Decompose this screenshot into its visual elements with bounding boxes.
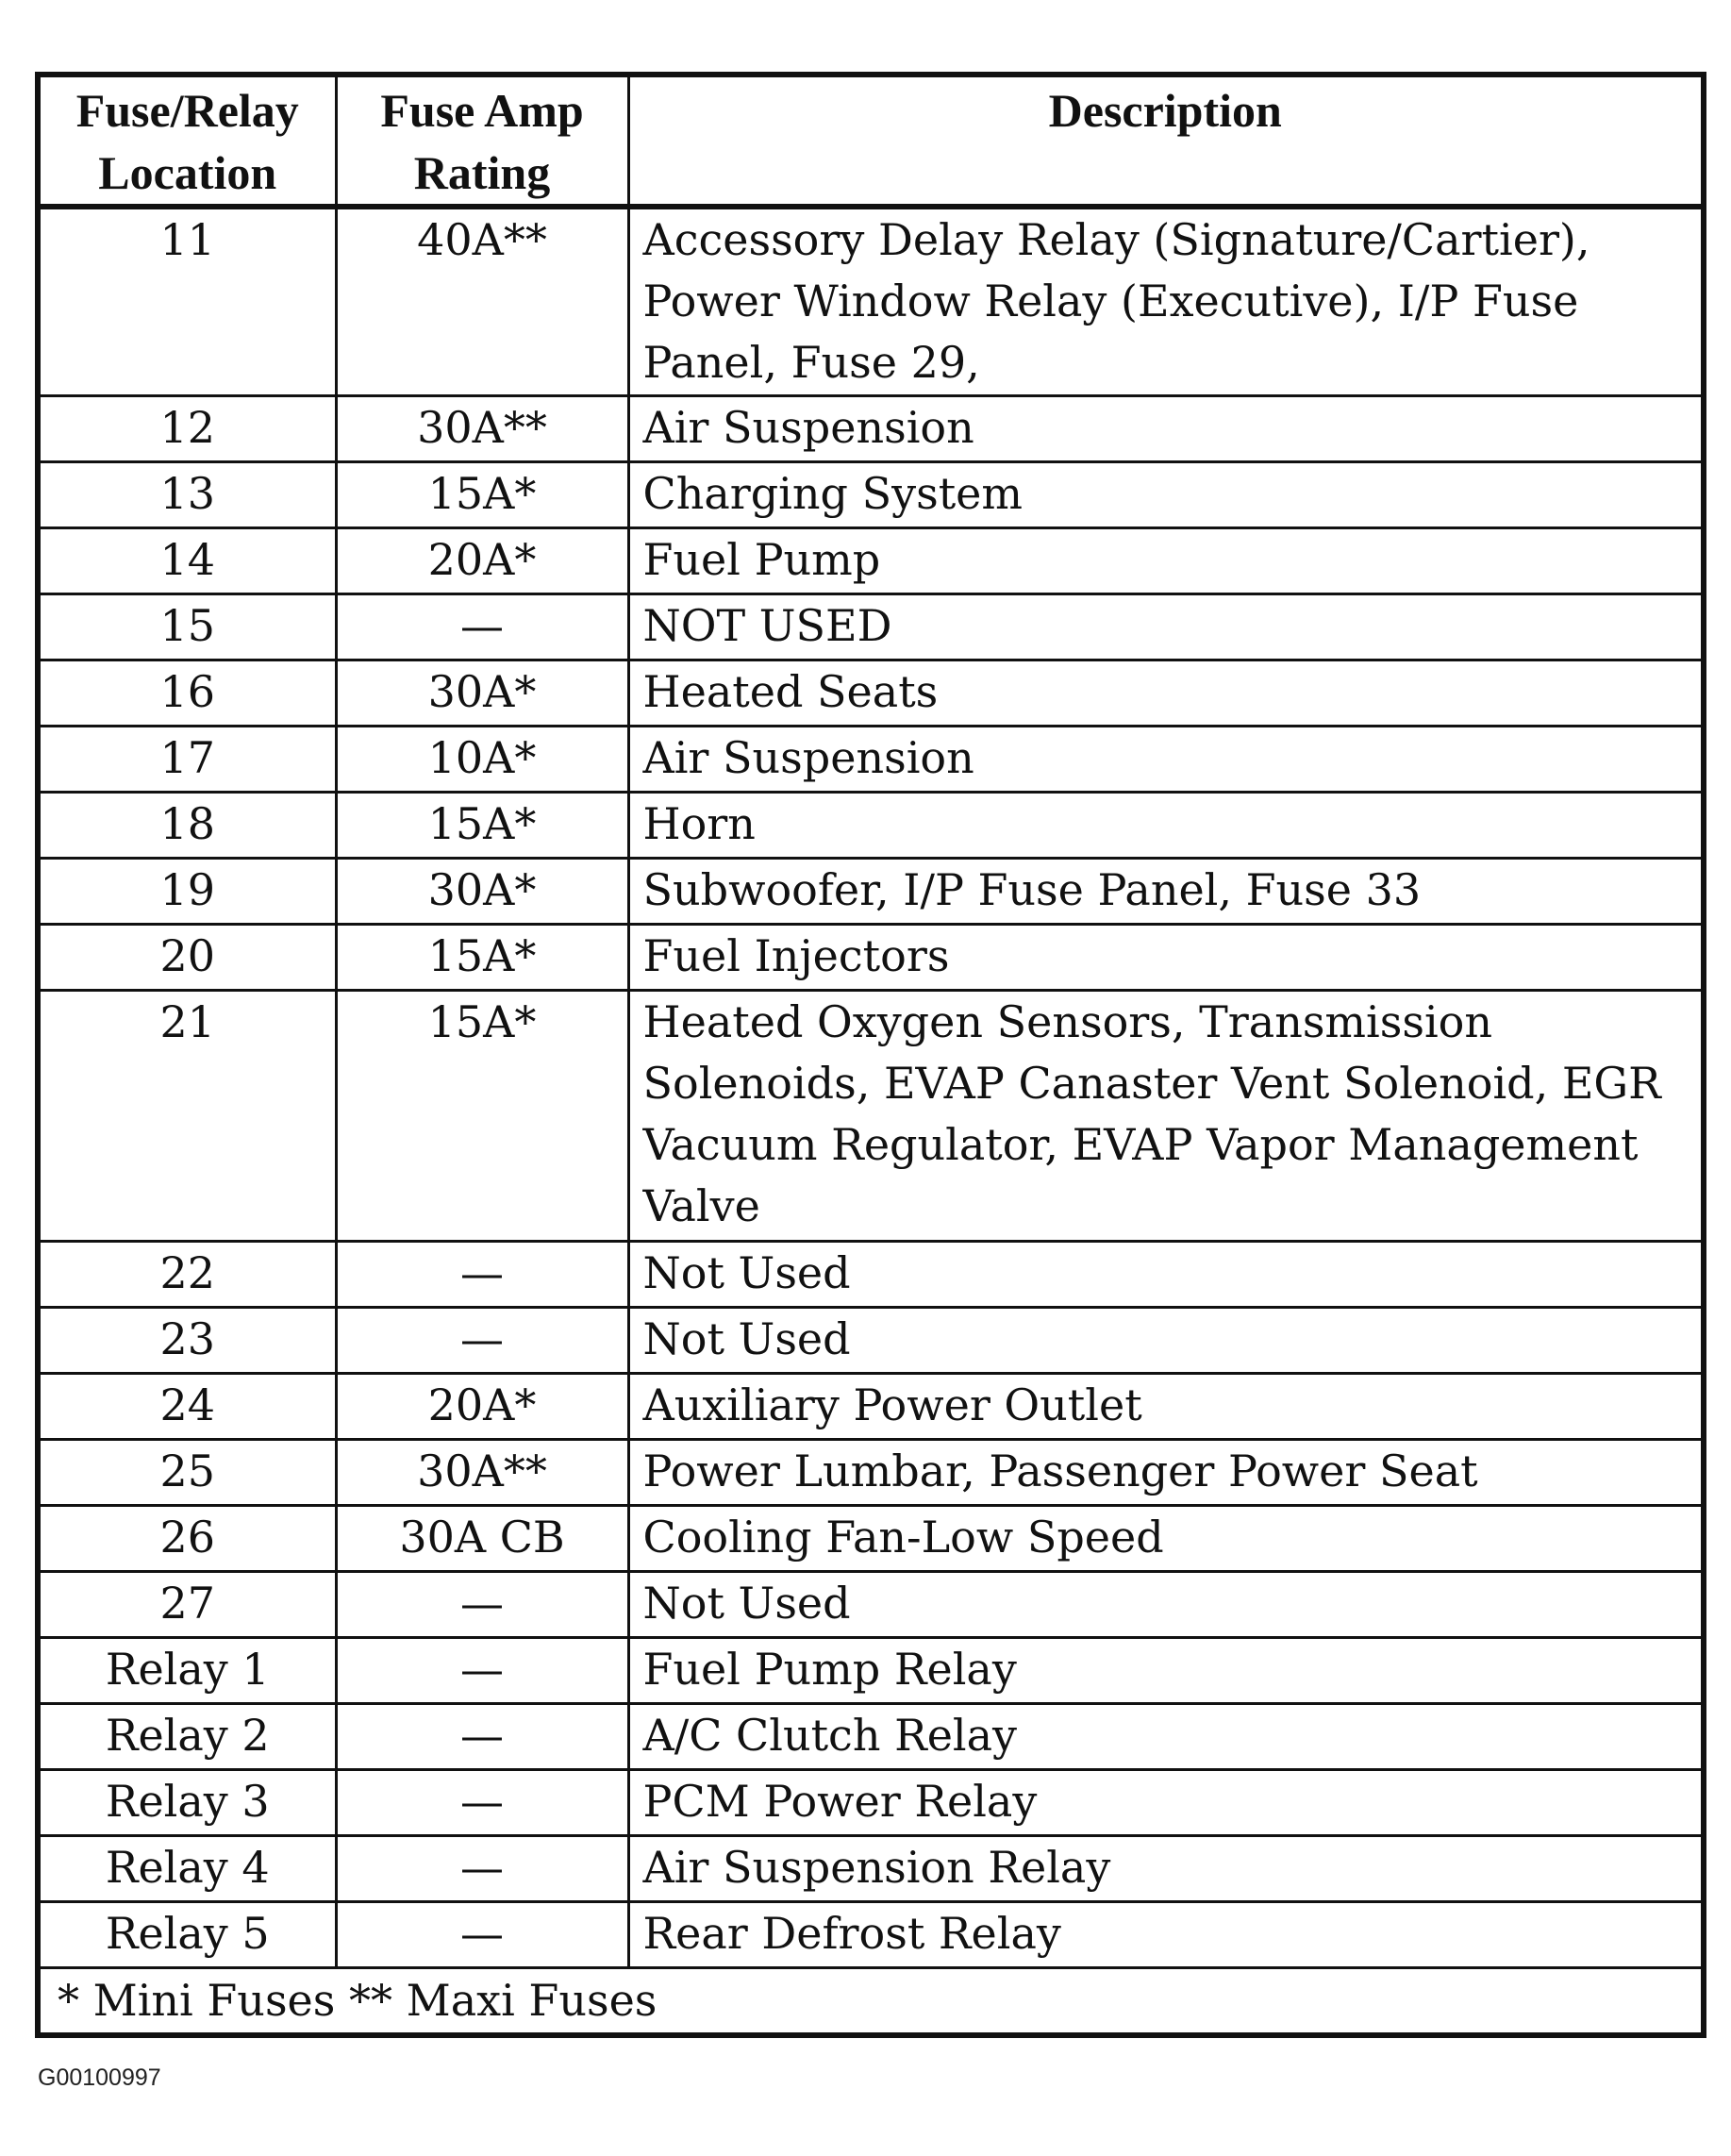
header-location	[38, 75, 336, 207]
description-cell: NOT USED	[628, 593, 1704, 660]
description-cell: Air Suspension Relay	[628, 1835, 1704, 1901]
header-location-line-2: Location	[98, 146, 277, 199]
description-cell: Subwoofer, I/P Fuse Panel, Fuse 33	[628, 858, 1704, 924]
fuse-location-cell: 15	[38, 593, 336, 660]
amp-rating-cell: —	[336, 593, 628, 660]
amp-rating-cell: —	[336, 1637, 628, 1703]
fuse-location-cell: 24	[38, 1373, 336, 1439]
fuse-location-cell: 20	[38, 924, 336, 990]
amp-rating-cell: —	[336, 1241, 628, 1307]
footnote-row	[38, 1967, 1704, 2035]
figure-id: G00100997	[38, 2064, 161, 2091]
fuse-location-cell: 16	[38, 660, 336, 726]
table-row	[38, 1703, 1704, 1769]
description-cell: Cooling Fan-Low Speed	[628, 1505, 1704, 1571]
fuse-location-cell: 19	[38, 858, 336, 924]
description-cell: Power Lumbar, Passenger Power Seat	[628, 1439, 1704, 1505]
fuse-location-cell: 17	[38, 726, 336, 792]
description-cell: Charging System	[628, 461, 1704, 527]
description-cell: Air Suspension	[628, 726, 1704, 792]
amp-rating-cell: 15A*	[336, 792, 628, 858]
amp-rating-cell: 30A*	[336, 660, 628, 726]
amp-rating-cell: —	[336, 1703, 628, 1769]
fuse-location-cell: Relay 1	[38, 1637, 336, 1703]
fuse-location-cell: 26	[38, 1505, 336, 1571]
table-row	[38, 1835, 1704, 1901]
amp-rating-cell: 30A CB	[336, 1505, 628, 1571]
amp-rating-cell: 15A*	[336, 924, 628, 990]
fuse-location-cell: 23	[38, 1307, 336, 1373]
description-cell: Fuel Injectors	[628, 924, 1704, 990]
description-cell: Air Suspension	[628, 395, 1704, 461]
table-header-row	[38, 75, 1704, 207]
description-cell: Fuel Pump	[628, 527, 1704, 593]
amp-rating-cell: —	[336, 1571, 628, 1637]
amp-rating-cell: —	[336, 1835, 628, 1901]
table-row	[38, 1505, 1704, 1571]
fuse-location-cell: Relay 5	[38, 1901, 336, 1967]
header-amp-line-1: Fuse Amp	[380, 84, 584, 137]
fuse-location-cell: 18	[38, 792, 336, 858]
description-cell: Horn	[628, 792, 1704, 858]
amp-rating-cell: 40A**	[336, 207, 628, 395]
amp-rating-cell: 30A**	[336, 395, 628, 461]
description-cell: Not Used	[628, 1241, 1704, 1307]
description-cell: Not Used	[628, 1307, 1704, 1373]
table-row	[38, 924, 1704, 990]
description-cell: Heated Oxygen Sensors, Transmission Solenoids, EVAP Canaster Vent Solenoid, EGR Vacuum Regulator, EVAP Vapor Management Valve	[628, 990, 1704, 1241]
table-row	[38, 395, 1704, 461]
fuse-relay-table	[35, 72, 1706, 2038]
fuse-location-cell: 12	[38, 395, 336, 461]
description-cell: PCM Power Relay	[628, 1769, 1704, 1835]
table-row	[38, 1307, 1704, 1373]
description-cell: Auxiliary Power Outlet	[628, 1373, 1704, 1439]
amp-rating-cell: 30A**	[336, 1439, 628, 1505]
fuse-location-cell: 22	[38, 1241, 336, 1307]
header-description: Description	[628, 75, 1704, 207]
amp-rating-cell: 15A*	[336, 990, 628, 1241]
fuse-location-cell: 11	[38, 207, 336, 395]
amp-rating-cell: —	[336, 1901, 628, 1967]
fuse-location-cell: Relay 4	[38, 1835, 336, 1901]
amp-rating-cell: 20A*	[336, 1373, 628, 1439]
table-row	[38, 207, 1704, 395]
description-cell: A/C Clutch Relay	[628, 1703, 1704, 1769]
table-row	[38, 726, 1704, 792]
table-row	[38, 660, 1704, 726]
amp-rating-cell: 30A*	[336, 858, 628, 924]
table-row	[38, 527, 1704, 593]
table-row	[38, 593, 1704, 660]
table-row	[38, 461, 1704, 527]
footnote: * Mini Fuses ** Maxi Fuses	[38, 1967, 1704, 2035]
table-row	[38, 1901, 1704, 1967]
table-row	[38, 1769, 1704, 1835]
table-row	[38, 792, 1704, 858]
description-cell: Heated Seats	[628, 660, 1704, 726]
description-cell: Accessory Delay Relay (Signature/Cartier), Power Window Relay (Executive), I/P Fuse Panel, Fuse 29,	[628, 207, 1704, 395]
fuse-location-cell: 14	[38, 527, 336, 593]
table-row	[38, 1637, 1704, 1703]
table-row	[38, 1571, 1704, 1637]
amp-rating-cell: 15A*	[336, 461, 628, 527]
header-amp-line-2: Rating	[413, 146, 551, 199]
table-row	[38, 858, 1704, 924]
table-row	[38, 1439, 1704, 1505]
table-row	[38, 1241, 1704, 1307]
amp-rating-cell: 10A*	[336, 726, 628, 792]
header-location-line-1: Fuse/Relay	[75, 84, 299, 137]
table-row	[38, 990, 1704, 1241]
description-cell: Fuel Pump Relay	[628, 1637, 1704, 1703]
table-body	[38, 207, 1704, 1967]
fuse-location-cell: 13	[38, 461, 336, 527]
description-cell: Not Used	[628, 1571, 1704, 1637]
amp-rating-cell: —	[336, 1769, 628, 1835]
fuse-location-cell: 21	[38, 990, 336, 1241]
table-row	[38, 1373, 1704, 1439]
amp-rating-cell: —	[336, 1307, 628, 1373]
header-amp-rating	[336, 75, 628, 207]
fuse-location-cell: 25	[38, 1439, 336, 1505]
fuse-location-cell: 27	[38, 1571, 336, 1637]
amp-rating-cell: 20A*	[336, 527, 628, 593]
fuse-location-cell: Relay 3	[38, 1769, 336, 1835]
description-cell: Rear Defrost Relay	[628, 1901, 1704, 1967]
fuse-location-cell: Relay 2	[38, 1703, 336, 1769]
